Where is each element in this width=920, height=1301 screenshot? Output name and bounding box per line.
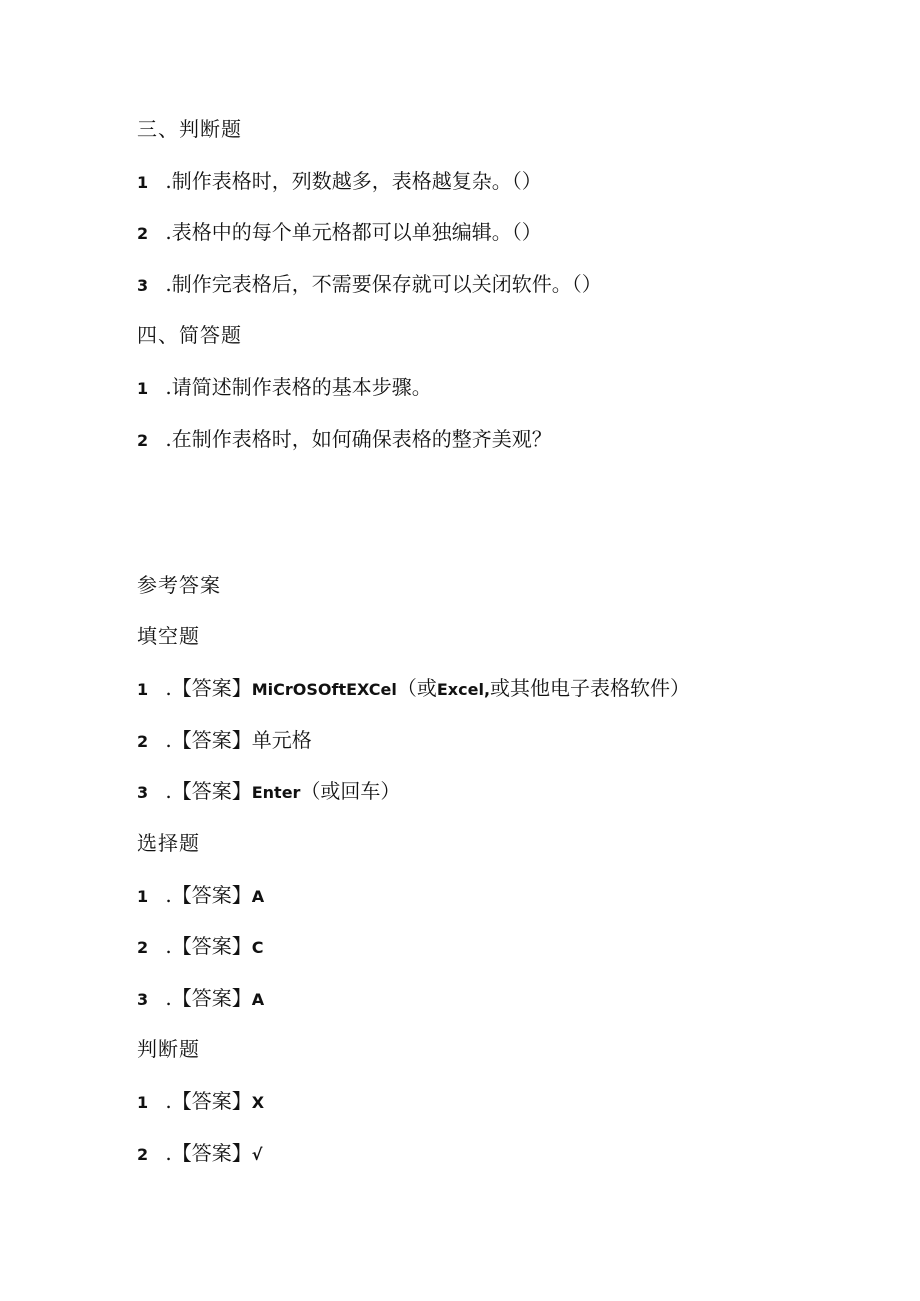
answer-prefix: .【答案】 xyxy=(165,676,252,700)
answer-item xyxy=(137,1138,262,1168)
answer-prefix: .【答案】 xyxy=(165,934,252,958)
answer-rest: （或回车） xyxy=(300,779,401,803)
choice-section-title: 选择题 xyxy=(137,831,200,855)
item-number: 1 xyxy=(137,887,149,906)
answer-rest: （或 xyxy=(396,676,437,700)
item-number: 3 xyxy=(137,990,149,1009)
item-number: 2 xyxy=(137,431,149,450)
answer-item xyxy=(137,673,690,703)
answers-title: 参考答案 xyxy=(137,573,221,597)
answer-latin: Excel, xyxy=(436,680,491,699)
answer-item xyxy=(137,880,264,910)
section-3-title: 三、判断题 xyxy=(137,117,242,141)
answer-prefix: .【答案】 xyxy=(165,883,252,907)
answer-prefix: .【答案】 xyxy=(165,1089,252,1113)
item-number: 3 xyxy=(137,276,149,295)
question-item xyxy=(137,269,602,299)
item-text: .表格中的每个单元格都可以单独编辑。（） xyxy=(165,220,542,244)
answer-item xyxy=(137,983,264,1013)
answer-item xyxy=(137,1086,264,1116)
answer-rest: 或其他电子表格软件） xyxy=(490,676,691,700)
item-number: 1 xyxy=(137,173,149,192)
item-text: .制作表格时，列数越多，表格越复杂。（） xyxy=(165,169,542,193)
judge-section-title: 判断题 xyxy=(137,1037,200,1061)
answer-item xyxy=(137,931,263,961)
question-item xyxy=(137,372,432,402)
section-4-title: 四、简答题 xyxy=(137,323,242,347)
answer-latin: X xyxy=(251,1093,265,1112)
answer-item xyxy=(137,776,400,806)
item-number: 2 xyxy=(137,1145,149,1164)
fill-section-title: 填空题 xyxy=(137,624,200,648)
item-number: 2 xyxy=(137,224,149,243)
answer-latin: A xyxy=(251,990,265,1009)
item-number: 1 xyxy=(137,680,149,699)
answer-latin: √ xyxy=(251,1145,263,1164)
item-number: 2 xyxy=(137,732,149,751)
answer-latin: MiCrOSOftEXCel xyxy=(251,680,397,699)
item-number: 3 xyxy=(137,783,149,802)
answer-prefix: .【答案】 xyxy=(165,1141,252,1165)
item-number: 1 xyxy=(137,1093,149,1112)
answer-text: 单元格 xyxy=(251,728,312,752)
item-text: .在制作表格时，如何确保表格的整齐美观？ xyxy=(165,427,552,451)
item-number: 2 xyxy=(137,938,149,957)
answer-prefix: .【答案】 xyxy=(165,728,252,752)
item-text: .制作完表格后，不需要保存就可以关闭软件。（） xyxy=(165,272,602,296)
item-text: .请简述制作表格的基本步骤。 xyxy=(165,375,432,399)
item-number: 1 xyxy=(137,379,149,398)
answer-latin: A xyxy=(251,887,265,906)
question-item xyxy=(137,217,542,247)
answer-latin: C xyxy=(251,938,264,957)
answer-latin: Enter xyxy=(251,783,301,802)
answer-prefix: .【答案】 xyxy=(165,779,252,803)
question-item xyxy=(137,166,542,196)
question-item xyxy=(137,424,552,454)
answer-prefix: .【答案】 xyxy=(165,986,252,1010)
answer-item xyxy=(137,725,312,755)
